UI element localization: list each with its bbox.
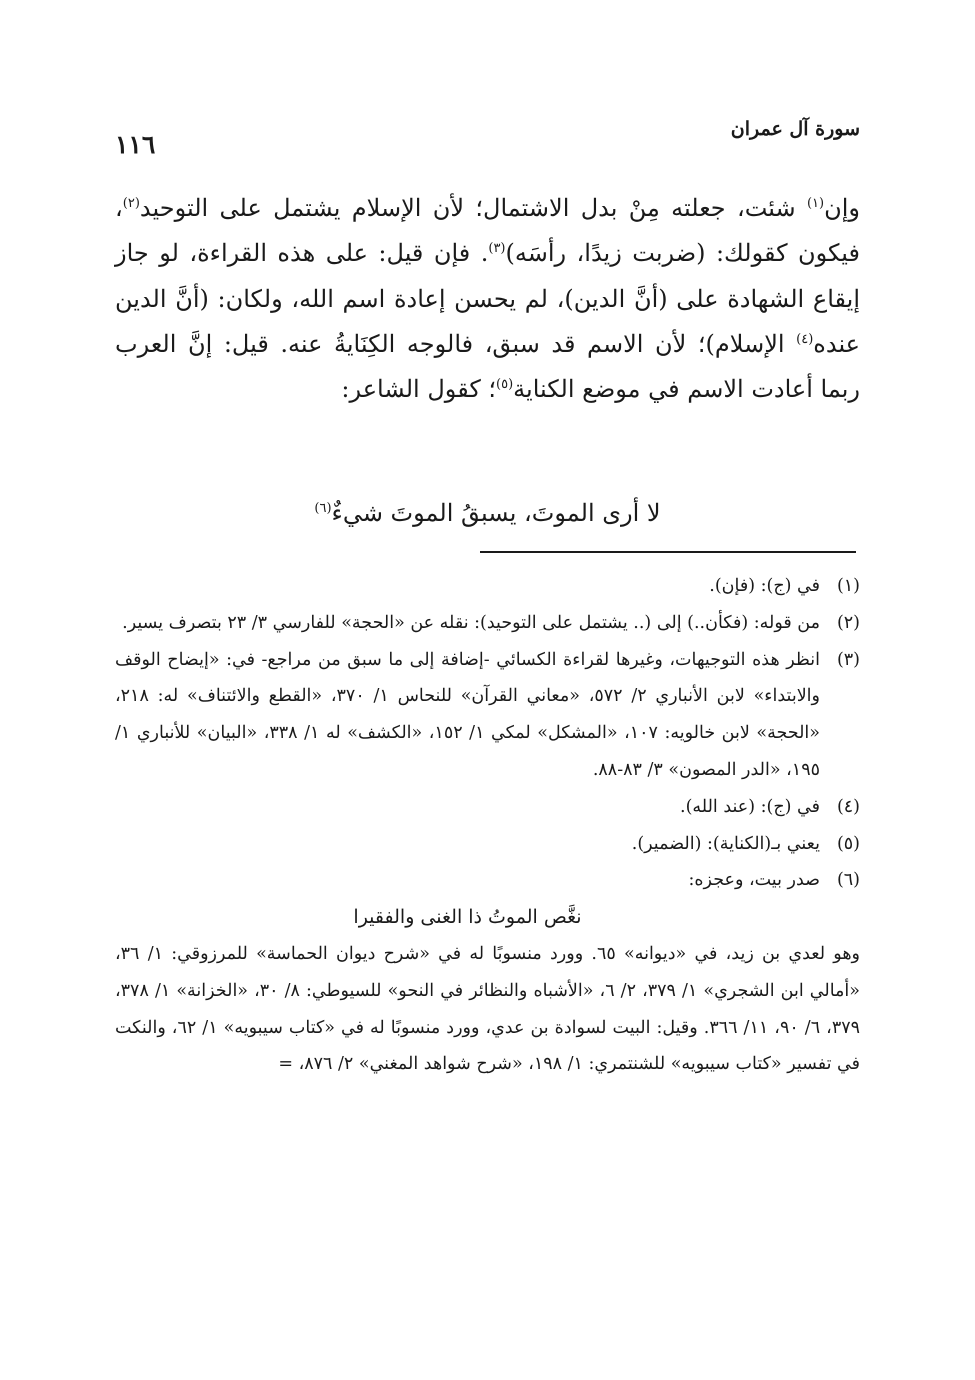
text-segment: وإن <box>824 194 860 222</box>
footnote <box>115 568 860 605</box>
footnote-text: يعني بـ(الكناية): (الضمير). <box>631 833 820 854</box>
verse-text: لا أرى الموتَ، يسبقُ الموتَ شيءٌ <box>331 499 661 527</box>
footnote-ref-2: (٢) <box>122 196 140 211</box>
footnote-ref-3: (٣) <box>488 241 506 257</box>
footnote-ref-6: (٦) <box>314 501 332 516</box>
text-segment: شئت، جعلته مِنْ بدل الاشتمال؛ لأن الإسلام يشتمل على التوحيد <box>139 194 807 222</box>
footnote-number: (٦) <box>836 870 860 891</box>
text-segment: ، فيكون كقولك: (ضربت زيدًا، رأسَه) <box>115 194 860 268</box>
footnote-ref-5: (٥) <box>496 377 514 393</box>
footnote-separator <box>480 551 856 553</box>
footnote <box>115 789 860 826</box>
footnote-number: (٢) <box>836 612 860 633</box>
footnote-number: (٤) <box>836 796 860 817</box>
main-paragraph <box>115 186 860 412</box>
footnote-continuation <box>115 936 860 1083</box>
page-header <box>115 112 860 172</box>
footnote <box>115 642 860 789</box>
text-segment: . فإن قيل: على هذه القراءة، لو جاز إيقاع الشهادة على (أنَّ الدين)، لم يحسن إعادة اسم الله، ولكان: (أنَّ الدين عنده <box>115 239 860 358</box>
running-title: سورة آل عمران <box>730 118 860 140</box>
footnote-number: (٥) <box>836 833 860 854</box>
poetry-verse <box>115 493 860 533</box>
footnote-text: انظر هذه التوجيهات، وغيرها لقراءة الكسائي -إضافة إلى ما سبق من مراجع- في: «إيضاح الوقف والابتداء» لابن الأنباري ٢/ ٥٧٢، «معاني القرآن» للنحاس ١/ ٣٧٠، «القطع والائتناف» له: ٢١٨، «الحجة» لابن خالويه: ١٠٧، «المشكل» لمكي ١/ ١٥٢، «الكشف» له ١/ ٣٣٨، «البيان» للأنباري ١/ ١٩٥، «الدر المصون» ٣/ ٨٣-٨٨. <box>115 649 820 780</box>
footnotes <box>115 568 860 1083</box>
footnote-verse: نغَّص الموتُ ذا الغنى والفقيرا <box>353 906 582 929</box>
footnote <box>115 862 860 899</box>
footnote-text: من قوله: (فكأن..) إلى (.. يشتمل على التوحيد): نقله عن «الحجة» للفارسي ٣/ ٢٣ بتصرف يسير. <box>122 612 820 633</box>
page-number: ١١٦ <box>115 130 156 159</box>
text-segment: الإسلام)؛ لأن الاسم قد سبق، فالوجه الكِنَايةُ عنه. قيل: إنَّ العرب ربما أعادت الاسم في موضع الكناية <box>115 329 860 404</box>
footnote-text: صدر بيت، وعجزه: <box>688 870 820 891</box>
footnote-text: في (ج): (عند الله). <box>680 796 820 817</box>
footnote <box>115 826 860 863</box>
footnote-ref-1: (١) <box>806 196 825 211</box>
text-segment: ؛ كقول الشاعر: <box>341 375 497 404</box>
footnote-number: (٣) <box>836 649 860 670</box>
main-text <box>115 186 860 412</box>
footnote-number: (١) <box>836 576 860 596</box>
footnote-continuation-text: وهو لعدي بن زيد، في «ديوانه» ٦٥. وورد منسوبًا له في «شرح ديوان الحماسة» للمرزوقي: ١/ ٣٦، «أمالي ابن الشجري» ١/ ٣٧٩، ٢/ ٦، «الأشباه والنظائر في النحو» للسيوطي: ٨/ ٣٠، «الخزانة» ١/ ٣٧٨، ٣٧٩، ٦/ ٩٠، ١١/ ٣٦٦. وقيل: البيت لسوادة بن عدي، وورد منسوبًا له في «كتاب سيبويه» ١/ ٦٢، والنكت في تفسير «كتاب سيبويه» للشنتمري: ١/ ١٩٨، «شرح شواهد المغني» ٢/ ٨٧٦، = <box>115 943 861 1075</box>
footnote-ref-4: (٤) <box>796 331 814 347</box>
footnote <box>115 605 860 642</box>
footnote-text: في (ج): (فإن). <box>709 576 820 596</box>
